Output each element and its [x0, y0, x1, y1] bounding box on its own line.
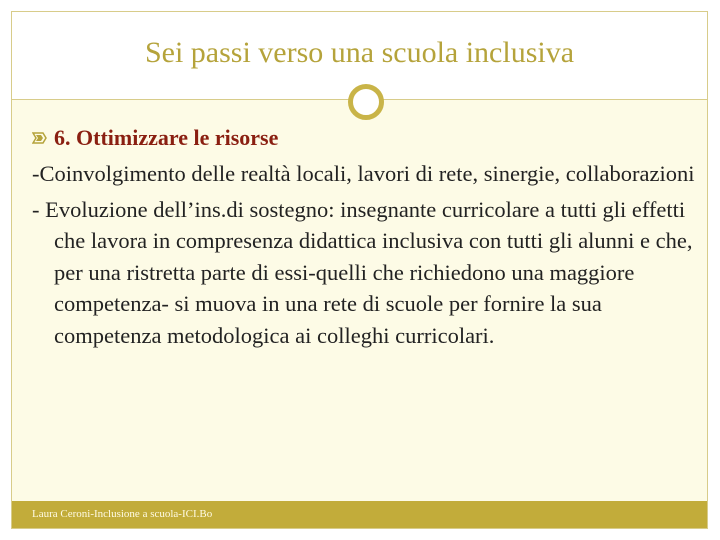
ribbon-bullet-icon	[32, 131, 47, 145]
slide-frame	[11, 11, 708, 529]
slide-content	[32, 122, 702, 351]
paragraph-evoluzione: - Evoluzione dell’ins.di sostegno: insegnante curricolare a tutti gli effetti che lavora in compresenza didattica inclusiva con tutti gli alunni e che, per una ristretta parte di essi-quelli che richiedono una maggiore competenza- si muova in una rete di scuole per fornire la sua competenza metodologica ai colleghi curricolari.	[32, 196, 693, 348]
circle-divider-icon	[348, 84, 384, 120]
section-heading	[32, 122, 702, 154]
section-heading-text: 6. Ottimizzare le risorse	[54, 125, 279, 150]
paragraph-coinvolgimento: -Coinvolgimento delle realtà locali, lavori di rete, sinergie, collaborazioni	[32, 161, 695, 186]
footer-band	[12, 501, 707, 528]
slide-title: Sei passi verso una scuola inclusiva	[144, 36, 575, 69]
footer-text: Laura Ceroni-Inclusione a scuola-ICI.Bo	[32, 508, 213, 520]
